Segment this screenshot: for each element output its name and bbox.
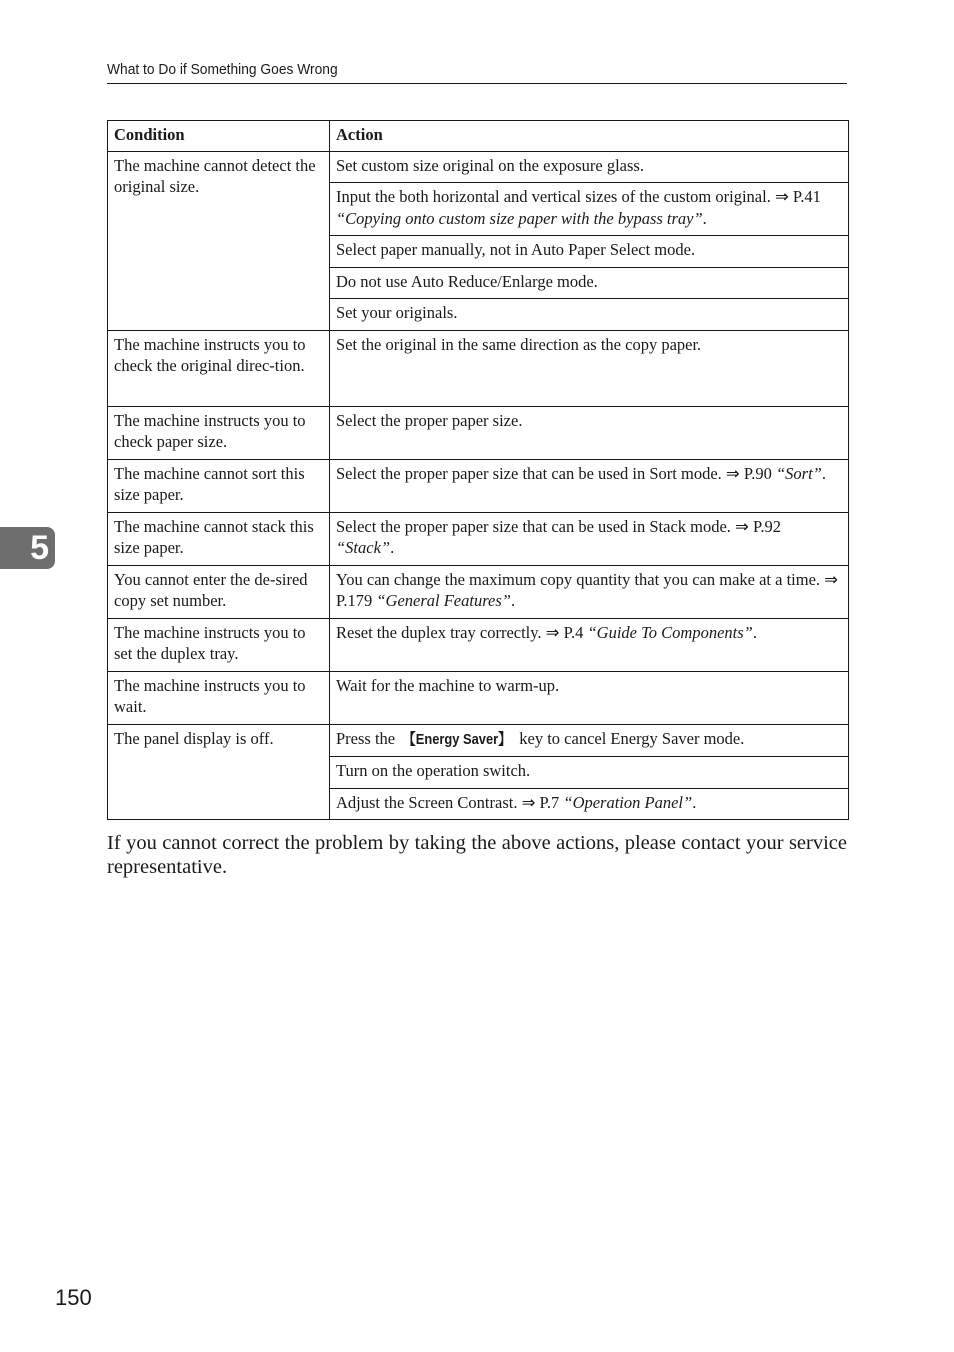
troubleshooting-table — [107, 120, 849, 820]
table-row — [108, 724, 849, 757]
action-tail: key to cancel Energy Saver mode. — [515, 728, 745, 748]
action-text: Select paper manually, not in Auto Paper Select mode. — [336, 240, 696, 259]
action-text: Press the — [336, 728, 400, 748]
action-text: Set your originals. — [336, 303, 458, 322]
action-cell — [330, 299, 849, 331]
table-row — [108, 330, 849, 406]
action-text: Select the proper paper size that can be used in Stack mode. ⇒ P.92 — [336, 516, 781, 536]
action-text: Wait for the machine to warm-up. — [336, 675, 560, 695]
action-cell — [330, 724, 849, 757]
action-tail: . — [390, 538, 395, 557]
cross-reference-link[interactable]: “Sort” — [775, 463, 822, 483]
table-header-row — [108, 121, 849, 152]
condition-cell: The machine cannot detect the original size. — [108, 151, 330, 330]
table-row — [108, 671, 849, 724]
action-text: Select the proper paper size. — [336, 410, 523, 430]
action-tail: . — [692, 792, 697, 812]
table-row — [108, 618, 849, 671]
action-cell — [330, 330, 849, 406]
action-tail: . — [752, 622, 757, 642]
action-cell — [330, 618, 849, 671]
cross-reference-link[interactable]: “Stack” — [336, 538, 391, 557]
condition-cell: The machine instructs you to wait. — [108, 671, 330, 724]
action-cell — [330, 236, 849, 268]
cross-reference-link[interactable]: “General Features” — [376, 591, 511, 610]
cross-reference-link[interactable]: “Guide To Components” — [587, 622, 753, 642]
action-text: Set the original in the same direction as the copy paper. — [336, 334, 702, 354]
closing-note: If you cannot correct the problem by taking the above actions, please contact your service representative. — [107, 832, 847, 878]
condition-cell: The panel display is off. — [108, 724, 330, 820]
action-text: Turn on the operation switch. — [336, 761, 531, 780]
action-text: Adjust the Screen Contrast. ⇒ P.7 — [336, 792, 564, 812]
table-row — [108, 406, 849, 459]
action-cell — [330, 512, 849, 565]
table-row — [108, 512, 849, 565]
cross-reference-link[interactable]: “Operation Panel” — [563, 792, 693, 812]
action-cell — [330, 459, 849, 512]
energy-saver-key-label: 【Energy Saver】 — [403, 730, 512, 748]
condition-cell: You cannot enter the de-sired copy set number. — [108, 565, 330, 618]
condition-cell: The machine instructs you to check paper size. — [108, 406, 330, 459]
chapter-tab: 5 — [0, 527, 55, 569]
condition-cell: The machine instructs you to set the duplex tray. — [108, 618, 330, 671]
action-cell — [330, 788, 849, 820]
table-row — [108, 459, 849, 512]
action-tail: . — [702, 208, 707, 228]
action-text: Set custom size original on the exposure glass. — [336, 155, 644, 175]
column-header-condition: Condition — [108, 121, 330, 152]
condition-cell: The machine cannot sort this size paper. — [108, 459, 330, 512]
column-header-action: Action — [330, 121, 849, 152]
cross-reference-link[interactable]: “Copying onto custom size paper with the bypass tray” — [336, 208, 703, 228]
running-header: What to Do if Something Goes Wrong — [107, 61, 338, 78]
action-tail: . — [821, 463, 826, 483]
action-text: You can change the maximum copy quantity that you can make at a time. ⇒ P.179 — [336, 569, 838, 610]
action-cell — [330, 757, 849, 789]
condition-cell: The machine cannot stack this size paper. — [108, 512, 330, 565]
action-text: Select the proper paper size that can be used in Sort mode. ⇒ P.90 — [336, 463, 776, 483]
action-text: Do not use Auto Reduce/Enlarge mode. — [336, 271, 598, 291]
table-row — [108, 151, 849, 183]
action-text: Input the both horizontal and vertical sizes of the custom original. ⇒ P.41 — [336, 187, 821, 206]
condition-cell: The machine instructs you to check the original direc-tion. — [108, 330, 330, 406]
page-number: 150 — [55, 1285, 92, 1310]
header-rule — [107, 83, 847, 84]
table-row — [108, 565, 849, 618]
action-cell — [330, 406, 849, 459]
action-cell — [330, 267, 849, 299]
action-cell — [330, 565, 849, 618]
action-cell — [330, 183, 849, 236]
action-cell — [330, 671, 849, 724]
action-text: Reset the duplex tray correctly. ⇒ P.4 — [336, 622, 588, 642]
action-tail: . — [510, 591, 516, 610]
action-cell — [330, 151, 849, 183]
